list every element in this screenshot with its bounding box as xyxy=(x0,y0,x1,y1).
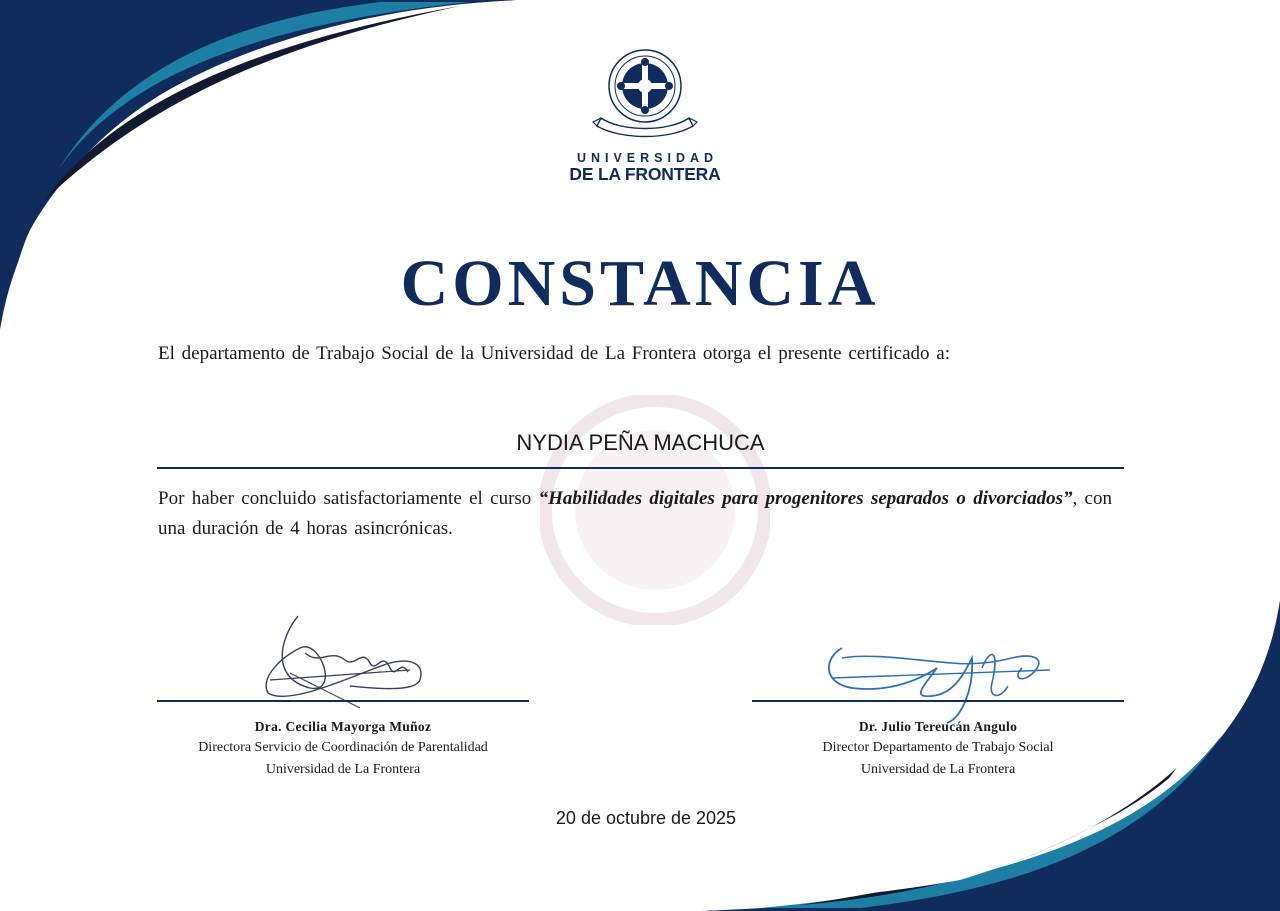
signature-line xyxy=(752,700,1124,702)
signatory-role: Director Departamento de Trabajo Social xyxy=(822,740,1054,755)
recipient-underline xyxy=(157,467,1124,469)
course-name: “Habilidades digitales para progenitores separados o divorciados” xyxy=(538,488,1073,509)
university-seal-icon xyxy=(591,46,699,144)
logo-text-line2: DE LA FRONTERA xyxy=(569,164,721,184)
signatory-role: Directora Servicio de Coordinación de Parentalidad xyxy=(198,740,488,755)
statement-suffix: , con una duración de 4 horas asincrónicas. xyxy=(158,488,1112,539)
signatory-name: Dra. Cecilia Mayorga Muñoz xyxy=(254,719,432,734)
signature-block-left xyxy=(157,700,529,781)
signatory-name: Dr. Julio Tereucán Angulo xyxy=(858,719,1018,734)
logo-text-line1: UNIVERSIDAD xyxy=(576,151,719,165)
statement-prefix: Por haber concluido satisfactoriamente el curso xyxy=(158,488,539,509)
recipient-name: NYDIA PEÑA MACHUCA xyxy=(516,430,765,455)
issue-date: 20 de octubre de 2025 xyxy=(555,808,737,828)
certificate-title: CONSTANCIA xyxy=(400,247,880,320)
signature-left-icon xyxy=(250,608,440,708)
university-logo xyxy=(560,46,730,183)
course-statement xyxy=(158,484,1112,544)
intro-text: El departamento de Trabajo Social de la Universidad de La Frontera otorga el presente certificado a: xyxy=(158,343,951,364)
signatory-organization: Universidad de La Frontera xyxy=(265,762,421,777)
signature-line xyxy=(157,700,529,702)
signature-block-right xyxy=(752,700,1124,781)
signatory-organization: Universidad de La Frontera xyxy=(860,762,1016,777)
